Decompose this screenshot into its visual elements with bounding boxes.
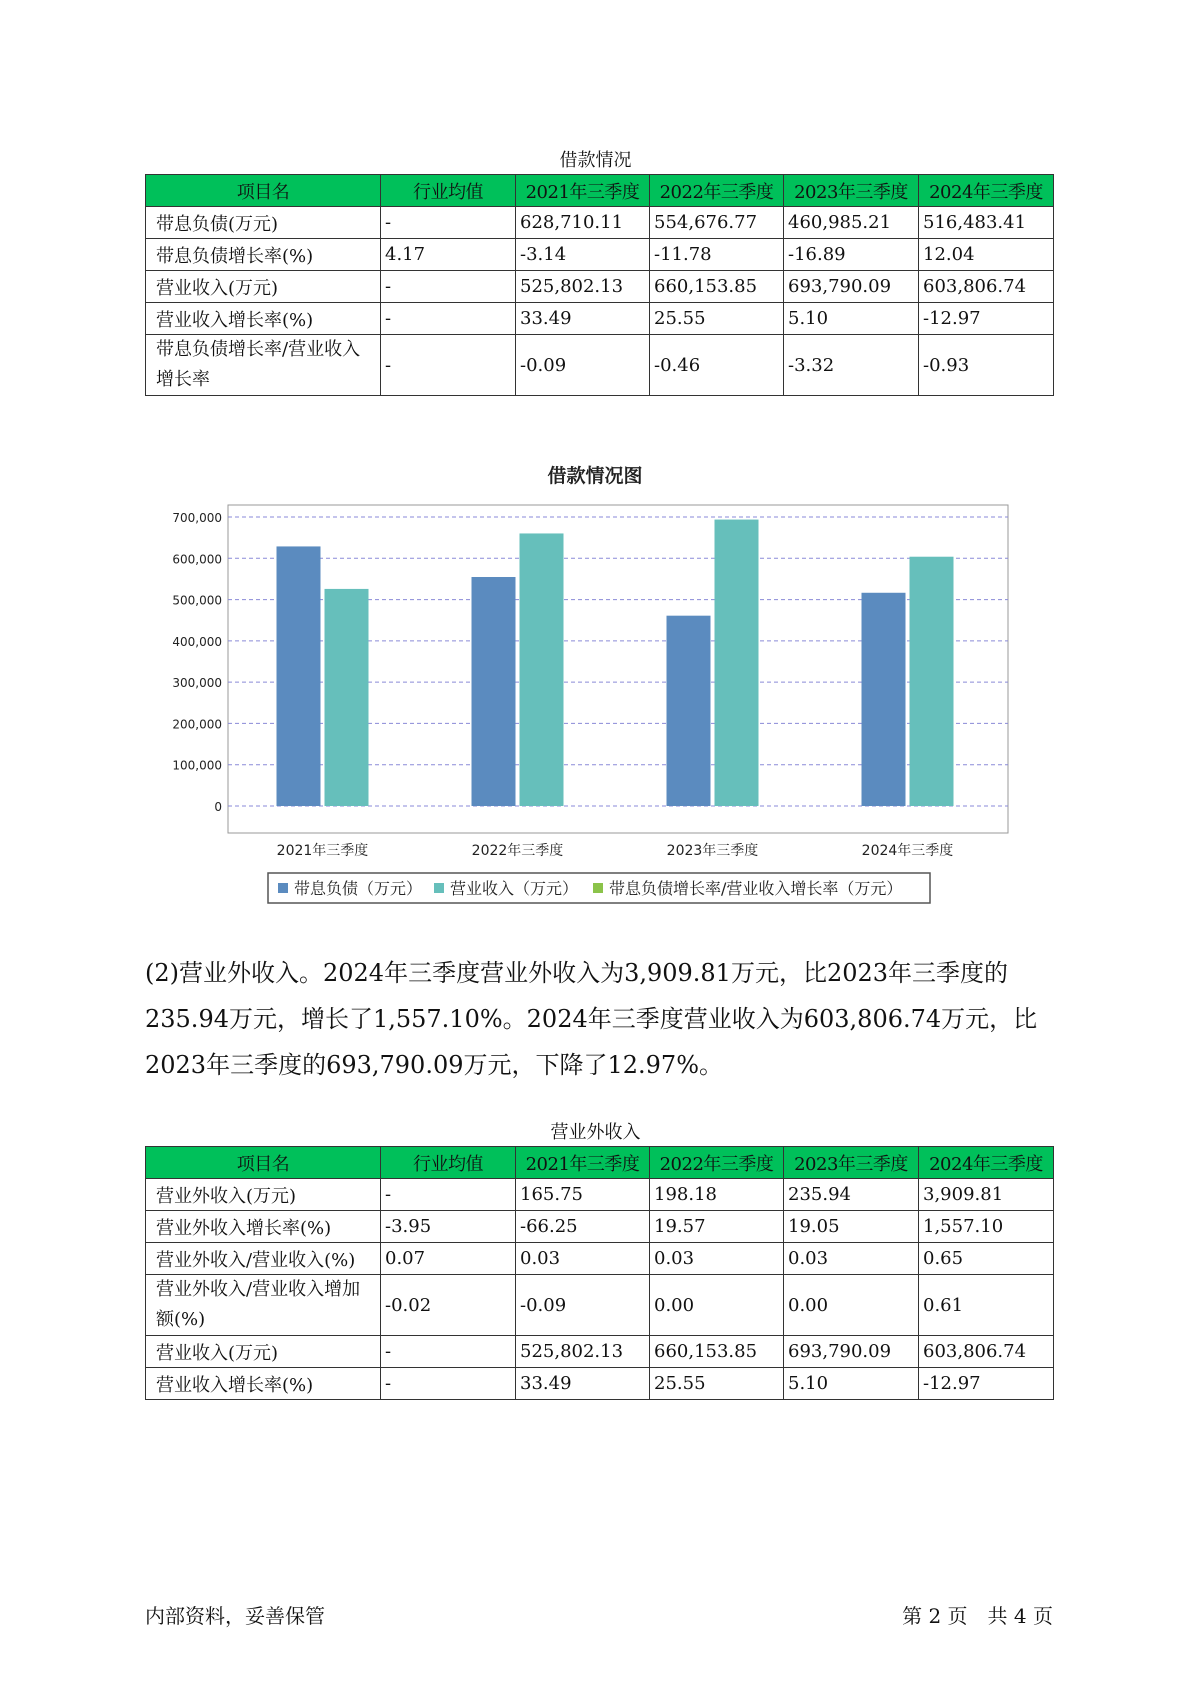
legend-label: 带息负债（万元） <box>294 879 423 898</box>
legend-swatch <box>434 883 444 893</box>
legend-swatch <box>593 883 603 893</box>
table-cell: - <box>381 1179 516 1211</box>
y-tick-label: 700,000 <box>172 511 222 525</box>
bar-interest-bearing-debt <box>277 546 321 806</box>
table-cell: - <box>381 271 516 303</box>
table-cell: 0.03 <box>784 1243 919 1275</box>
column-header: 2021年三季度 <box>516 1147 650 1179</box>
table-cell: 603,806.74 <box>919 271 1054 303</box>
column-header: 行业均值 <box>381 1147 516 1179</box>
legend-swatch <box>278 883 288 893</box>
column-header: 2024年三季度 <box>919 1147 1054 1179</box>
bar-interest-bearing-debt <box>862 593 906 806</box>
table-cell: 660,153.85 <box>650 1336 784 1368</box>
table-cell: 198.18 <box>650 1179 784 1211</box>
table-cell: 165.75 <box>516 1179 650 1211</box>
table-cell: 525,802.13 <box>516 271 650 303</box>
column-header: 项目名 <box>146 1147 381 1179</box>
table-cell: -3.14 <box>516 239 650 271</box>
table-cell: -11.78 <box>650 239 784 271</box>
table-cell: 25.55 <box>650 1368 784 1400</box>
table-cell: 628,710.11 <box>516 207 650 239</box>
table-cell: -66.25 <box>516 1211 650 1243</box>
table-cell: -12.97 <box>919 1368 1054 1400</box>
table-cell: - <box>381 303 516 335</box>
y-tick-label: 200,000 <box>172 717 222 732</box>
column-header: 2023年三季度 <box>784 1147 919 1179</box>
table-cell: 525,802.13 <box>516 1336 650 1368</box>
table-cell: 25.55 <box>650 303 784 335</box>
column-header: 2022年三季度 <box>650 1147 784 1179</box>
table-row <box>146 1211 1054 1243</box>
column-header: 2022年三季度 <box>650 175 784 207</box>
x-tick-label: 2024年三季度 <box>861 843 954 859</box>
table-cell: 660,153.85 <box>650 271 784 303</box>
row-label: 营业外收入/营业收入增加额(%) <box>146 1275 381 1336</box>
row-label: 带息负债增长率/营业收入增长率 <box>146 335 381 396</box>
legend-label: 带息负债增长率/营业收入增长率（万元） <box>609 879 903 898</box>
table-cell: 19.57 <box>650 1211 784 1243</box>
table-cell: 693,790.09 <box>784 1336 919 1368</box>
table-cell: - <box>381 335 516 396</box>
table-cell: 0.00 <box>650 1275 784 1336</box>
column-header: 2024年三季度 <box>919 175 1054 207</box>
table-cell: -16.89 <box>784 239 919 271</box>
row-label: 营业收入(万元) <box>146 271 381 303</box>
table-cell: -0.02 <box>381 1275 516 1336</box>
bar-operating-revenue <box>715 520 759 806</box>
row-label: 营业外收入(万元) <box>146 1179 381 1211</box>
table-cell: 12.04 <box>919 239 1054 271</box>
column-header: 项目名 <box>146 175 381 207</box>
table-row <box>146 1336 1054 1368</box>
table-cell: 516,483.41 <box>919 207 1054 239</box>
column-header: 2021年三季度 <box>516 175 650 207</box>
x-tick-label: 2021年三季度 <box>276 843 369 859</box>
row-label: 营业收入增长率(%) <box>146 303 381 335</box>
chart-title: 借款情况图 <box>547 465 643 487</box>
table-row <box>146 1368 1054 1400</box>
table-cell: 5.10 <box>784 1368 919 1400</box>
footer-note: 内部资料，妥善保管 <box>145 1604 325 1628</box>
y-tick-label: 100,000 <box>172 758 222 773</box>
row-label: 营业收入增长率(%) <box>146 1368 381 1400</box>
table-cell: -0.09 <box>516 335 650 396</box>
table-cell: -3.95 <box>381 1211 516 1243</box>
table-row <box>146 1243 1054 1275</box>
column-header: 2023年三季度 <box>784 175 919 207</box>
table-cell: 33.49 <box>516 303 650 335</box>
table-cell: - <box>381 1368 516 1400</box>
table-cell: 19.05 <box>784 1211 919 1243</box>
x-tick-label: 2023年三季度 <box>666 843 759 859</box>
table-cell: -3.32 <box>784 335 919 396</box>
row-label: 营业外收入/营业收入(%) <box>146 1243 381 1275</box>
legend-label: 营业收入（万元） <box>450 879 579 898</box>
table-cell: -0.46 <box>650 335 784 396</box>
table-cell: - <box>381 207 516 239</box>
y-tick-label: 500,000 <box>172 593 222 608</box>
paragraph-non-operating-income: (2)营业外收入。2024年三季度营业外收入为3,909.81万元，比2023年三季度的235.94万元，增长了1,557.10%。2024年三季度营业收入为603,806.74万元，比2023年三季度的693,790.09万元，下降了12.97%。 <box>145 959 1038 1079</box>
table-cell: 603,806.74 <box>919 1336 1054 1368</box>
y-tick-label: 300,000 <box>172 676 222 691</box>
table-cell: 0.07 <box>381 1243 516 1275</box>
table-cell: 0.00 <box>784 1275 919 1336</box>
table-cell: 460,985.21 <box>784 207 919 239</box>
bar-interest-bearing-debt <box>472 577 516 806</box>
table-cell: 5.10 <box>784 303 919 335</box>
row-label: 带息负债(万元) <box>146 207 381 239</box>
table-cell: 33.49 <box>516 1368 650 1400</box>
table-row <box>146 1275 1054 1336</box>
y-tick-label: 400,000 <box>172 634 222 649</box>
table-header-row <box>146 1147 1054 1179</box>
table-cell: 3,909.81 <box>919 1179 1054 1211</box>
table-cell: 554,676.77 <box>650 207 784 239</box>
table-cell: -0.93 <box>919 335 1054 396</box>
bar-operating-revenue <box>910 557 954 806</box>
table-cell: 0.65 <box>919 1243 1054 1275</box>
table-cell: 693,790.09 <box>784 271 919 303</box>
y-tick-label: 0 <box>214 800 222 814</box>
page-number: 第 2 页 共 4 页 <box>902 1604 1053 1628</box>
table-cell: -0.09 <box>516 1275 650 1336</box>
bar-interest-bearing-debt <box>667 616 711 806</box>
table-cell: 1,557.10 <box>919 1211 1054 1243</box>
non-operating-income-table <box>145 1146 1054 1400</box>
bar-operating-revenue <box>520 533 564 806</box>
table-cell: 0.03 <box>516 1243 650 1275</box>
table-cell: - <box>381 1336 516 1368</box>
row-label: 营业收入(万元) <box>146 1336 381 1368</box>
table-cell: 235.94 <box>784 1179 919 1211</box>
table2-caption: 营业外收入 <box>550 1122 641 1143</box>
table-row <box>146 1179 1054 1211</box>
table-cell: 0.61 <box>919 1275 1054 1336</box>
row-label: 带息负债增长率(%) <box>146 239 381 271</box>
table-cell: 4.17 <box>381 239 516 271</box>
row-label: 营业外收入增长率(%) <box>146 1211 381 1243</box>
table-cell: 0.03 <box>650 1243 784 1275</box>
bar-operating-revenue <box>325 589 369 806</box>
x-tick-label: 2022年三季度 <box>471 843 564 859</box>
column-header: 行业均值 <box>381 175 516 207</box>
table-cell: -12.97 <box>919 303 1054 335</box>
table1-caption: 借款情况 <box>559 150 632 171</box>
y-tick-label: 600,000 <box>172 552 222 567</box>
